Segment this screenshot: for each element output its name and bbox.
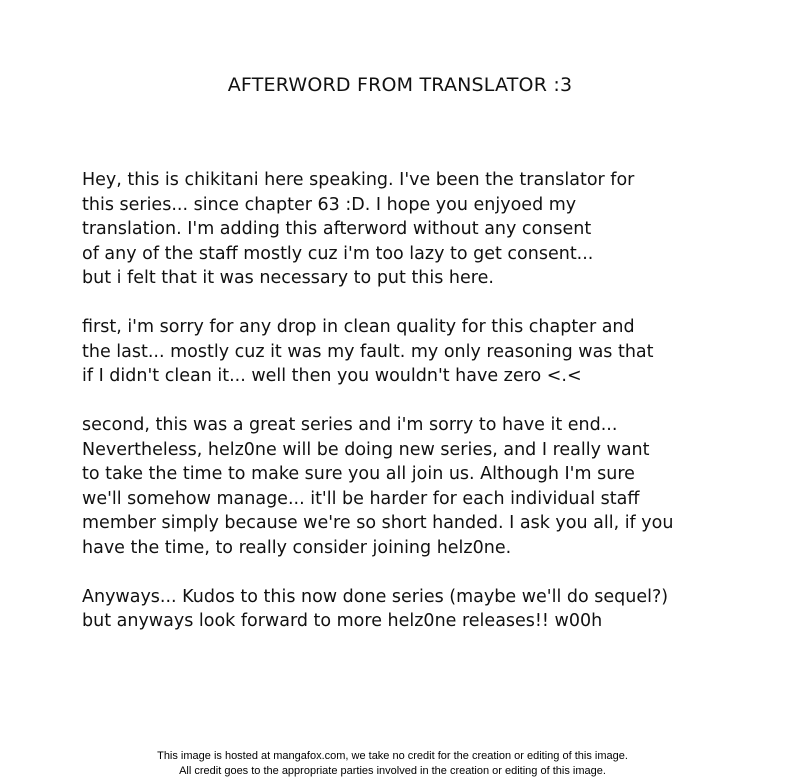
- text-line: Nevertheless, helz0ne will be doing new series, and I really want: [82, 439, 650, 460]
- hosting-credit-footer: [0, 749, 785, 779]
- text-line: to take the time to make sure you all join us. Although I'm sure: [82, 464, 635, 484]
- text-line: we'll somehow manage... it'll be harder for each individual staff: [82, 488, 640, 509]
- text-line: Anyways... Kudos to this now done series (maybe we'll do sequel?): [82, 586, 669, 607]
- text-line: but i felt that it was necessary to put this here.: [82, 268, 494, 288]
- paragraph-first: [82, 315, 772, 389]
- text-line: of any of the staff mostly cuz i'm too lazy to get consent...: [82, 243, 594, 264]
- text-line: first, i'm sorry for any drop in clean quality for this chapter and: [82, 317, 635, 337]
- text-line: have the time, to really consider joining helz0ne.: [82, 537, 512, 558]
- text-line: but anyways look forward to more helz0ne releases!! w00h: [82, 611, 603, 631]
- paragraph-second: [82, 413, 772, 560]
- text-line: this series... since chapter 63 :D. I hope you enjyoed my: [82, 194, 577, 215]
- text-line: member simply because we're so short handed. I ask you all, if you: [82, 513, 674, 533]
- footer-line: All credit goes to the appropriate parties involved in the creation or editing of this image.: [179, 765, 606, 777]
- page-title: AFTERWORD FROM TRANSLATOR :3: [227, 74, 573, 96]
- paragraph-intro: [82, 168, 772, 291]
- paragraph-closing: [82, 585, 772, 634]
- footer-line: This image is hosted at mangafox.com, we take no credit for the creation or editing of this image.: [157, 750, 628, 762]
- text-line: second, this was a great series and i'm sorry to have it end...: [82, 415, 618, 435]
- text-line: Hey, this is chikitani here speaking. I've been the translator for: [82, 170, 635, 190]
- text-line: the last... mostly cuz it was my fault. my only reasoning was that: [82, 341, 654, 362]
- text-line: if I didn't clean it... well then you wouldn't have zero <.<: [82, 366, 582, 386]
- text-line: translation. I'm adding this afterword without any consent: [82, 219, 592, 239]
- afterword-body: [82, 168, 772, 658]
